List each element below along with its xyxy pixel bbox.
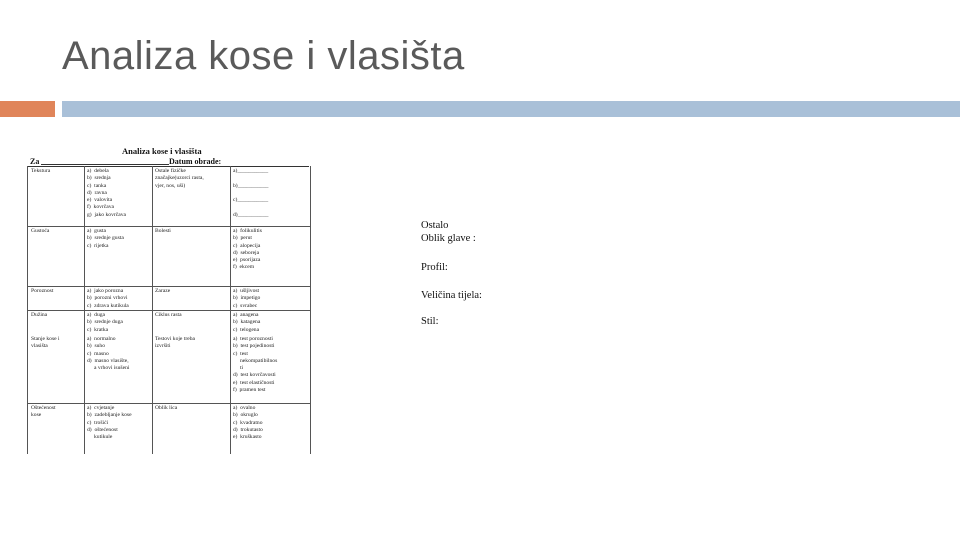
options-zaraze: a) ušljivost b) impetigo c) svrabec bbox=[233, 288, 261, 309]
header-bar bbox=[62, 101, 960, 117]
row-label-oblik-lica: Oblik lica bbox=[155, 405, 178, 411]
analysis-form bbox=[27, 146, 309, 454]
stil-label: Stil: bbox=[421, 316, 439, 327]
options-stanje: a) normalno b) suho c) masno d) masno vlasište, a vrhovi isušeni bbox=[87, 336, 130, 372]
za-underline bbox=[41, 164, 169, 165]
options-duzina: a) duga b) srednje duga c) kratka bbox=[87, 312, 123, 333]
options-ostecenost: a) cvjetanje b) zadebljanje kose c) trošići d) oštećenost kutikule bbox=[87, 405, 132, 441]
options-ostale: a)___________ b)___________ c)___________ d)___________ bbox=[233, 168, 269, 218]
row-label-duzina: Dužina bbox=[31, 312, 48, 318]
ostalo-label: Ostalo bbox=[421, 220, 449, 231]
row-label-stanje: Stanje kose i vlasišta bbox=[31, 336, 60, 350]
row-label-tekstura: Tekstura bbox=[31, 168, 51, 174]
row-label-bolesti: Bolesti bbox=[155, 228, 171, 234]
options-oblik-lica: a) ovalno b) okruglo c) kvadratno d) trokutasto e) kruškasto bbox=[233, 405, 263, 441]
options-testovi: a) test poroznosti b) test pojedinosti c) test nekompatibilnos ti d) test kovrčavosti e) test elastičnosti f) pramen test bbox=[233, 336, 278, 394]
options-poroznost: a) jako porozna b) porozni vrhovi c) zdrava kutikula bbox=[87, 288, 129, 309]
slide-title: Analiza kose i vlasišta bbox=[62, 34, 465, 78]
datum-label: Datum obrade: bbox=[169, 157, 222, 166]
row-divider bbox=[28, 226, 310, 227]
oblik-glave-label: Oblik glave : bbox=[421, 233, 476, 244]
za-label: Za bbox=[30, 157, 40, 166]
options-gustoca: a) gusta b) srednje gusta c) rijetka bbox=[87, 228, 124, 249]
options-ciklus: a) anagena b) katagena c) telogena bbox=[233, 312, 261, 333]
row-divider bbox=[28, 310, 310, 311]
row-label-testovi: Testovi koje treba izvršiti bbox=[155, 336, 195, 350]
profil-label: Profil: bbox=[421, 262, 448, 273]
row-divider bbox=[28, 286, 310, 287]
row-label-ostecenost: Oštećenost kose bbox=[31, 405, 56, 419]
options-bolesti: a) folikulitis b) perut c) alopecija d) seboreja e) psorijaza f) ekcem bbox=[233, 228, 262, 271]
row-label-poroznost: Poroznost bbox=[31, 288, 54, 294]
row-label-ciklus: Ciklus rasta bbox=[155, 312, 182, 318]
row-label-zaraze: Zaraze bbox=[155, 288, 171, 294]
form-title: Analiza kose i vlasišta bbox=[122, 146, 202, 156]
row-divider bbox=[28, 403, 310, 404]
row-label-ostale: Ostale fizičke značajke(uzorci rasta, vjer, nos, uši) bbox=[155, 168, 204, 189]
accent-bar bbox=[0, 101, 55, 117]
options-tekstura: a) debela b) srednja c) tanka d) ravna e) valovita f) kovrčava g) jako kovrčava bbox=[87, 168, 126, 218]
velicina-tijela-label: Veličina tijela: bbox=[421, 290, 482, 301]
form-table bbox=[27, 166, 311, 454]
row-label-gustoca: Gustoća bbox=[31, 228, 50, 234]
